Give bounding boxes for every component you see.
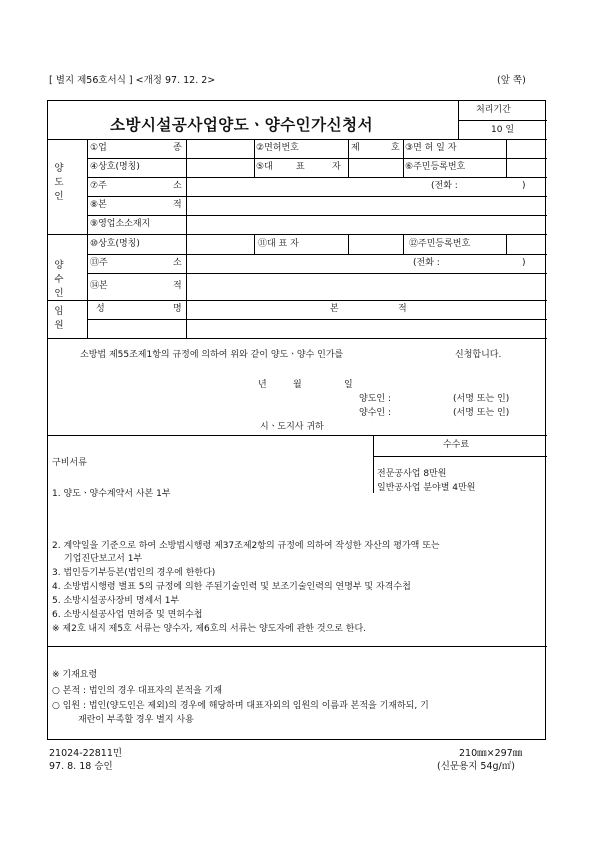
form-code: 21024-22811민 (49, 748, 123, 759)
transferor-group-label: 양 도 인 (54, 163, 64, 202)
transferee-sign-note: (서명 또는 인) (453, 408, 510, 418)
paper-type: (신문용지 54g/㎡) (437, 761, 515, 772)
office-location-field[interactable] (188, 216, 545, 233)
transferee-phone-label: (전화 : (413, 258, 440, 268)
transferee-domicile-field[interactable] (188, 274, 545, 299)
doc-item-2: 2. 계약일을 기준으로 하여 소방법시행령 제37조제2항의 규정에 의하여 작성한 자산의 평가액 또는 (52, 541, 440, 551)
processing-period-label: 처리기간 (476, 105, 511, 115)
fee-general: 일반공사업 분야별 4만원 (377, 483, 476, 493)
guide-title: ※ 기재요령 (52, 670, 98, 680)
office-location-label: ⑨영업소소재지 (90, 219, 151, 229)
resident-number-label: ⑥주민등록번호 (405, 162, 466, 172)
address-field[interactable] (188, 178, 418, 195)
doc-item-6: 6. 소방시설공사업 면허증 및 면허수첩 (52, 610, 203, 620)
processing-period-value: 10 일 (491, 125, 515, 135)
license-date-field[interactable] (508, 140, 545, 157)
addressee: 시ㆍ도지사 귀하 (260, 422, 324, 432)
application-form: 소방시설공사업양도ㆍ양수인가신청서 처리기간 10 일 양 도 인 양 수 인 임 원 ①업 종 ②면허번호 제 호 ③면 허 일 자 ④상호(명칭) ⑤대 표 자 ⑥주민등록번호 ⑦주 소 (전화 : ) ⑧본 적 ⑨영업소소재지 ⑩상호(명칭) ⑪대 표 자 ⑫주민등록번호 ⑬주 소 (전화 : ) ⑭본 적 성 명 본 적 소방법 제55조제1항의 규정에 의하여 위와 같이 양도ㆍ양수 인가를 신청합니다. 년 월 일 양도인 : (서명 또는 인) 양수인 : (서명 또는 인) 시ㆍ도지사 귀하 구비서류 수수료 전문공사업 8만원 일반공사업 분야별 4만원 1. 양도ㆍ양수계약서 사본 1부 2. 계약일을 기준으로 하여 소방법시행령 제37조제2항의 규정에 의하여 작성한 자산의 평가액 또는 기업진단보고서 1부 3. 법인등기부등본(법인의 경우에 한한다) 4. 소방법시행령 별표 5의 규정에 의한 주된기술인력 및 보조기술인력의 연명부 및 자격수첩 5. 소방시설공사장비 명세서 1부 6. 소방시설공사업 면허증 및 면허수첩 ※ 제2호 내지 제5호 서류는 양수자, 제6호의 서류는 양도자에 관한 것으로 한다. ※ 기재요령 ○ 본적 : 법인의 경우 대표자의 본적을 기재 ○ 임원 : 법인(양도인은 제외)의 경우에 해당하며 대표자외의 임원의 이름과 본적을 기재하되, 기 재란이 부족할 경우 별지 사용 (47, 100, 546, 740)
transferor-sign-label: 양도인 : (359, 394, 391, 404)
transferee-trade-name-field[interactable] (188, 235, 252, 253)
date-day-label: 일 (344, 380, 353, 390)
form-number: [ 별지 제56호서식 ] <개정 97. 12. 2> (49, 75, 216, 86)
transferee-trade-name-label: ⑩상호(명칭) (90, 239, 140, 249)
date-month-label: 월 (293, 380, 302, 390)
doc-item-2-cont: 기업진단보고서 1부 (64, 554, 143, 564)
doc-item-4: 4. 소방법시행령 별표 5의 규정에 의한 주된기술인력 및 보조기술인력의 연명부 및 자격수첩 (52, 582, 411, 592)
transferee-resident-number-field[interactable] (508, 235, 545, 253)
transferor-sign-note: (서명 또는 인) (453, 394, 510, 404)
fee-label: 수수료 (443, 440, 470, 450)
officer-group-label: 임 원 (54, 306, 64, 331)
address-label: ⑦주 (90, 181, 107, 191)
officer-domicile-field[interactable] (188, 320, 545, 337)
approval-date: 97. 8. 18 승인 (49, 761, 113, 772)
doc-item-3: 3. 법인등기부등본(법인의 경우에 한한다) (52, 568, 216, 578)
guide-item-domicile: ○ 본적 : 법인의 경우 대표자의 본적을 기재 (52, 686, 223, 696)
license-date-label: ③면 허 일 자 (405, 143, 457, 153)
representative-field[interactable] (350, 159, 401, 176)
transferee-sign-label: 양수인 : (359, 408, 391, 418)
transferee-address-field[interactable] (188, 255, 408, 272)
resident-number-field[interactable] (508, 159, 545, 176)
officer-name-label: 성 (96, 304, 105, 314)
business-type-field[interactable] (188, 140, 252, 157)
representative-label: ⑤대 (256, 162, 273, 172)
required-docs-label: 구비서류 (52, 458, 87, 468)
page-side-label: (앞 쪽) (497, 75, 526, 86)
transferee-domicile-label: ⑭본 (90, 281, 108, 291)
fee-specialized: 전문공사업 8만원 (377, 469, 447, 479)
guide-item-officer-cont: 재란이 부족할 경우 별지 사용 (78, 715, 194, 725)
license-number-label: ②면허번호 (256, 143, 299, 153)
transferee-representative-label: ⑪대 표 자 (258, 239, 299, 249)
phone-label: (전화 : (431, 181, 458, 191)
domicile-label: ⑧본 (90, 200, 107, 210)
transferee-representative-field[interactable] (350, 235, 401, 253)
doc-note: ※ 제2호 내지 제5호 서류는 양수자, 제6호의 서류는 양도자에 관한 것으로 한다. (52, 624, 367, 634)
doc-item-5: 5. 소방시설공사장비 명세서 1부 (52, 596, 180, 606)
domicile-field[interactable] (188, 197, 545, 214)
trade-name-field[interactable] (188, 159, 252, 176)
business-type-label: ①업 (90, 143, 107, 153)
doc-item-1: 1. 양도ㆍ양수계약서 사본 1부 (52, 489, 171, 499)
transferee-resident-number-label: ⑫주민등록번호 (409, 239, 471, 249)
paper-size: 210㎜×297㎜ (459, 748, 523, 759)
application-statement: 소방법 제55조제1항의 규정에 의하여 위와 같이 양도ㆍ양수 인가를 (80, 350, 344, 360)
transferee-group-label: 양 수 인 (54, 260, 64, 299)
form-title: 소방시설공사업양도ㆍ양수인가신청서 (110, 116, 374, 134)
officer-domicile-label: 본 (330, 304, 339, 314)
application-statement-end: 신청합니다. (455, 350, 502, 360)
transferee-address-label: ⑬주 (90, 258, 108, 268)
officer-name-field[interactable] (88, 320, 185, 337)
trade-name-label: ④상호(명칭) (90, 162, 140, 172)
guide-item-officer: ○ 임원 : 법인(양도인은 제외)의 경우에 해당하며 대표자외의 임원의 이름과 본적을 기재하되, 기 (52, 701, 429, 711)
date-year-label: 년 (258, 380, 267, 390)
